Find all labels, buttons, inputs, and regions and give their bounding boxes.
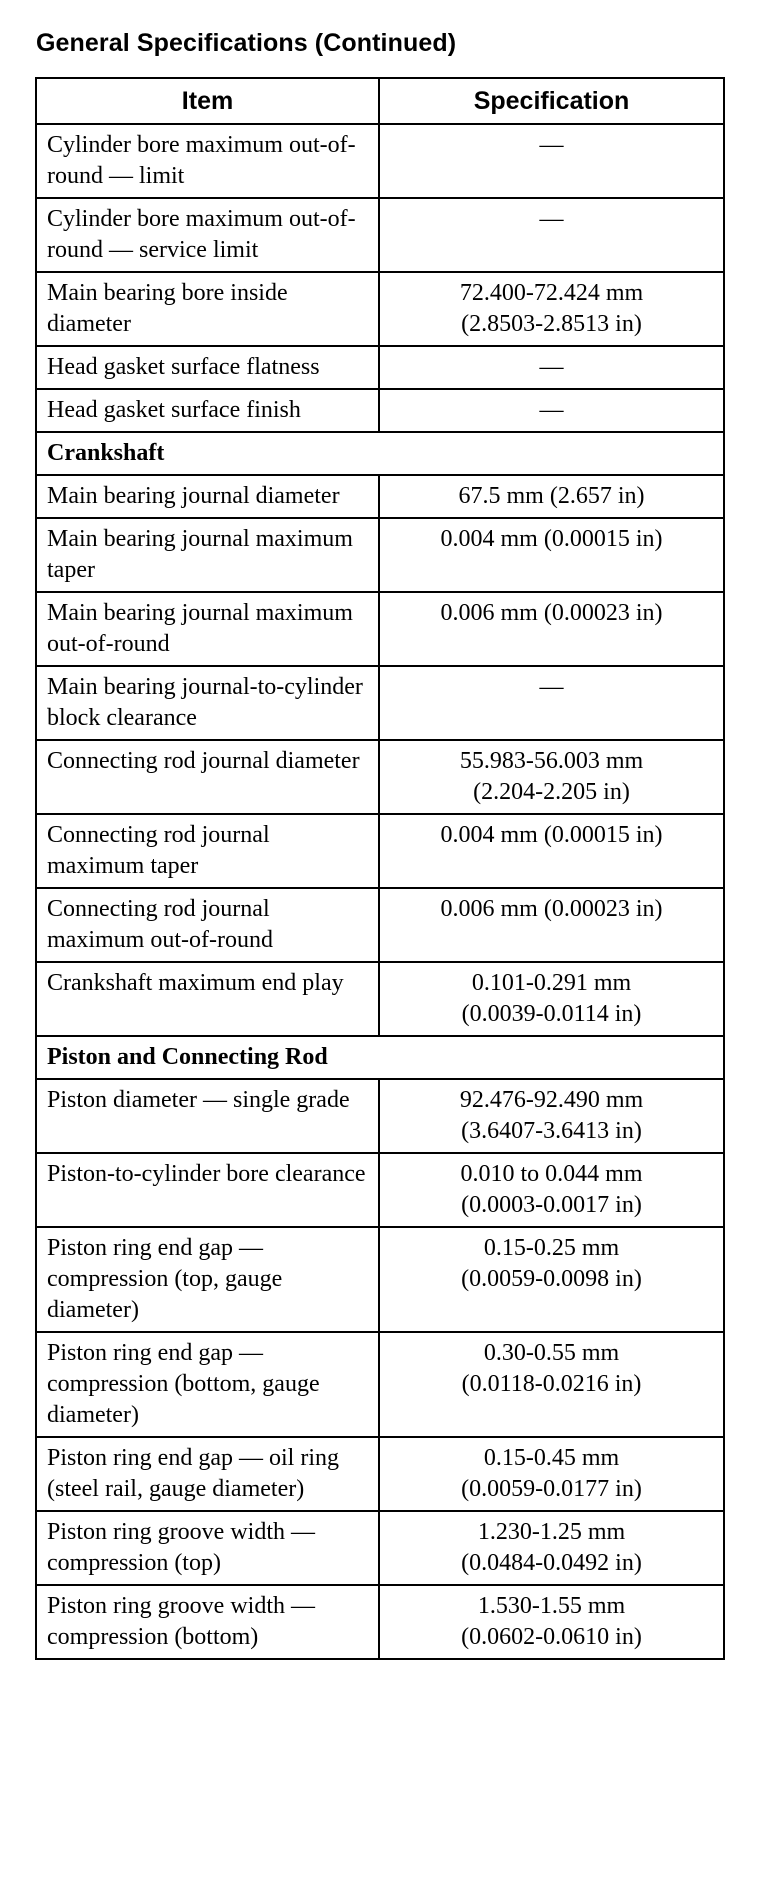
table-row (36, 1153, 724, 1227)
specification-cell: 0.004 mm (0.00015 in) (379, 814, 724, 888)
table-row (36, 1332, 724, 1437)
item-cell: Piston ring end gap — oil ring (steel rail, gauge diameter) (36, 1437, 379, 1511)
table-row (36, 1437, 724, 1511)
item-cell: Piston diameter — single grade (36, 1079, 379, 1153)
table-row (36, 518, 724, 592)
item-cell: Connecting rod journal maximum taper (36, 814, 379, 888)
table-row (36, 592, 724, 666)
column-header-item: Item (36, 78, 379, 124)
item-cell: Piston-to-cylinder bore clearance (36, 1153, 379, 1227)
table-row (36, 198, 724, 272)
specification-cell: 92.476-92.490 mm (3.6407-3.6413 in) (379, 1079, 724, 1153)
specification-cell: — (379, 198, 724, 272)
table-row (36, 1079, 724, 1153)
table-body (36, 124, 724, 1659)
table-header-row (36, 78, 724, 124)
item-cell: Piston ring groove width — compression (bottom) (36, 1585, 379, 1659)
item-cell: Crankshaft maximum end play (36, 962, 379, 1036)
specification-cell: — (379, 389, 724, 432)
table-row (36, 962, 724, 1036)
table-row (36, 814, 724, 888)
specification-cell: 0.30-0.55 mm (0.0118-0.0216 in) (379, 1332, 724, 1437)
item-cell: Head gasket surface finish (36, 389, 379, 432)
table-row (36, 346, 724, 389)
table-row (36, 1585, 724, 1659)
specification-cell: 0.006 mm (0.00023 in) (379, 888, 724, 962)
specification-cell: 0.15-0.45 mm (0.0059-0.0177 in) (379, 1437, 724, 1511)
specification-cell: 0.010 to 0.044 mm (0.0003-0.0017 in) (379, 1153, 724, 1227)
item-cell: Main bearing journal maximum taper (36, 518, 379, 592)
page-title: General Specifications (Continued) (36, 29, 457, 57)
table-row (36, 1511, 724, 1585)
item-cell: Piston ring end gap — compression (bottom, gauge diameter) (36, 1332, 379, 1437)
item-cell: Connecting rod journal diameter (36, 740, 379, 814)
item-cell: Cylinder bore maximum out-of-round — limit (36, 124, 379, 198)
specification-cell: — (379, 666, 724, 740)
item-cell: Main bearing journal-to-cylinder block clearance (36, 666, 379, 740)
table-row (36, 740, 724, 814)
section-row (36, 432, 724, 475)
item-cell: Main bearing journal maximum out-of-round (36, 592, 379, 666)
item-cell: Piston ring groove width — compression (top) (36, 1511, 379, 1585)
specification-cell: 72.400-72.424 mm (2.8503-2.8513 in) (379, 272, 724, 346)
table-row (36, 272, 724, 346)
specification-cell: — (379, 124, 724, 198)
specification-cell: 55.983-56.003 mm (2.204-2.205 in) (379, 740, 724, 814)
specification-cell: 1.230-1.25 mm (0.0484-0.0492 in) (379, 1511, 724, 1585)
specifications-table (35, 77, 725, 1660)
table-row (36, 124, 724, 198)
section-row (36, 1036, 724, 1079)
specification-cell: 0.006 mm (0.00023 in) (379, 592, 724, 666)
table-row (36, 475, 724, 518)
item-cell: Piston ring end gap — compression (top, gauge diameter) (36, 1227, 379, 1332)
item-cell: Main bearing journal diameter (36, 475, 379, 518)
item-cell: Connecting rod journal maximum out-of-round (36, 888, 379, 962)
table-row (36, 389, 724, 432)
table-row (36, 888, 724, 962)
specification-cell: 0.004 mm (0.00015 in) (379, 518, 724, 592)
specification-cell: 67.5 mm (2.657 in) (379, 475, 724, 518)
specification-cell: 0.101-0.291 mm (0.0039-0.0114 in) (379, 962, 724, 1036)
column-header-specification: Specification (379, 78, 724, 124)
item-cell: Cylinder bore maximum out-of-round — service limit (36, 198, 379, 272)
specification-cell: 1.530-1.55 mm (0.0602-0.0610 in) (379, 1585, 724, 1659)
table-row (36, 666, 724, 740)
specification-cell: — (379, 346, 724, 389)
table-row (36, 1227, 724, 1332)
specification-cell: 0.15-0.25 mm (0.0059-0.0098 in) (379, 1227, 724, 1332)
item-cell: Main bearing bore inside diameter (36, 272, 379, 346)
section-heading: Crankshaft (36, 432, 724, 475)
section-heading: Piston and Connecting Rod (36, 1036, 724, 1079)
item-cell: Head gasket surface flatness (36, 346, 379, 389)
